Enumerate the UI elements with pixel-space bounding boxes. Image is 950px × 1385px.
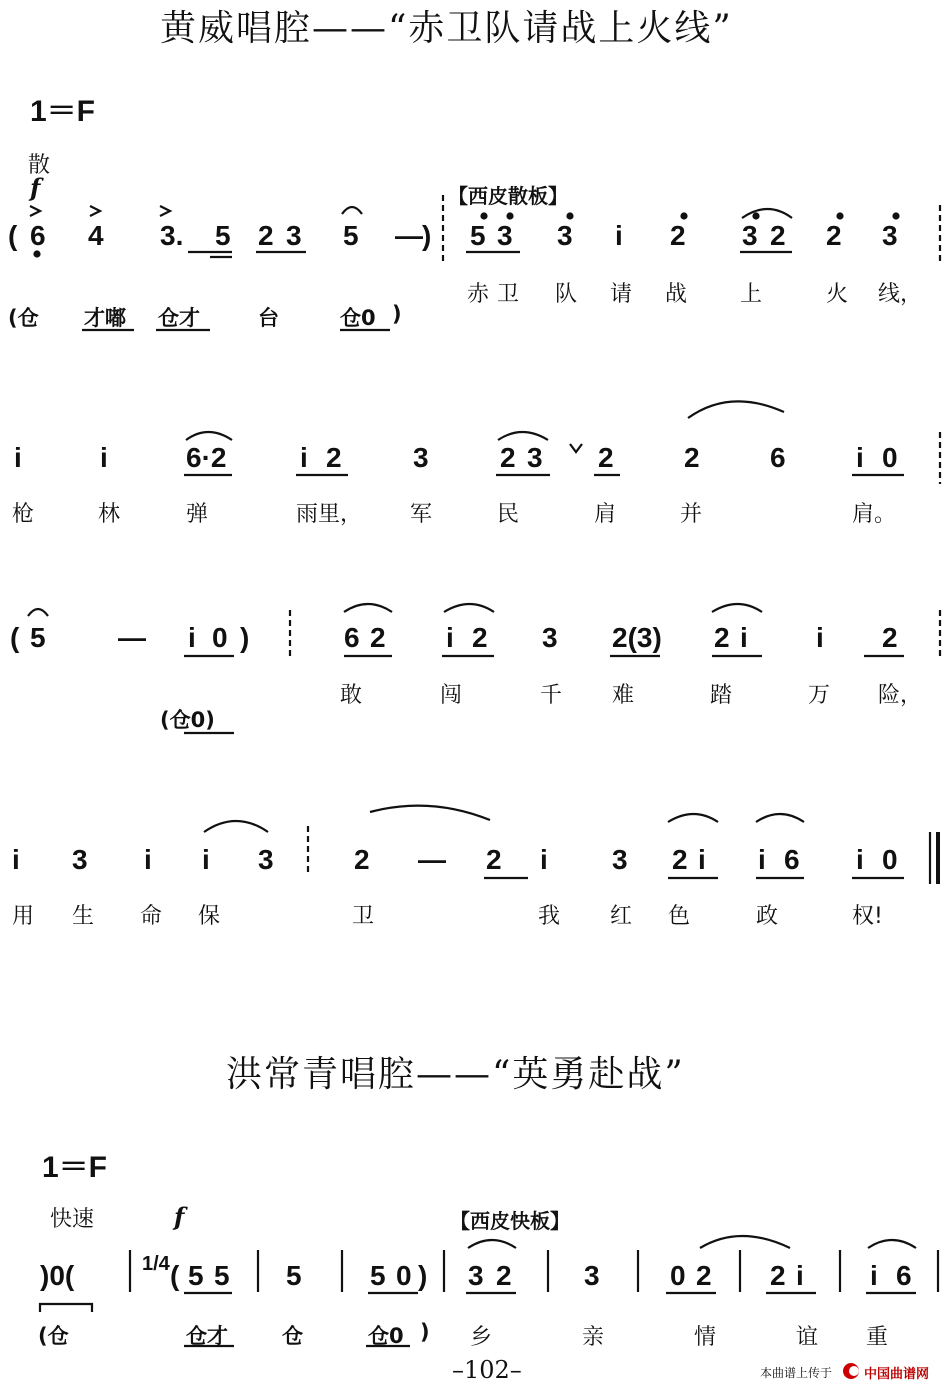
- lyric: 重: [866, 1325, 889, 1350]
- note: i: [740, 622, 748, 653]
- note: 2: [770, 1260, 786, 1291]
- note: 2: [500, 442, 516, 473]
- note: i: [758, 844, 766, 875]
- note: 2: [486, 844, 502, 875]
- note: 5: [286, 1260, 302, 1291]
- percussion-syllable: 仓0: [368, 1324, 404, 1348]
- note: i: [540, 844, 548, 875]
- lyric: 枪: [12, 502, 35, 527]
- note: 3: [542, 622, 558, 653]
- note: i: [14, 442, 22, 473]
- piece1-dynamic: f: [30, 173, 41, 202]
- percussion-syllable: 仓才: [186, 1324, 228, 1348]
- octave-dot: [568, 214, 573, 219]
- note: 3: [557, 220, 573, 251]
- accent: [160, 206, 170, 216]
- lyric: 难: [612, 683, 635, 708]
- note: 0: [882, 442, 898, 473]
- lyric: 火: [826, 282, 849, 307]
- breath-mark: [570, 444, 582, 452]
- site-name: 中国曲谱网: [864, 1367, 930, 1382]
- percussion-syllable: 才嘟: [84, 306, 126, 330]
- note: (: [170, 1260, 180, 1291]
- lyric: 民: [497, 502, 520, 527]
- lyric: 肩: [594, 502, 617, 527]
- note: i: [446, 622, 454, 653]
- octave-dot: [894, 214, 899, 219]
- note: 2: [670, 220, 686, 251]
- piece2-banshi: 【西皮快板】: [450, 1209, 570, 1233]
- note: 6·2: [186, 442, 227, 473]
- octave-dot: [508, 214, 513, 219]
- note: 6: [30, 220, 46, 251]
- note: i: [12, 844, 20, 875]
- slur: [444, 604, 494, 612]
- lyric: 万: [808, 683, 831, 708]
- note: 2: [354, 844, 370, 875]
- lyric: 上: [740, 282, 763, 307]
- slur: [498, 432, 548, 440]
- note: 2: [672, 844, 688, 875]
- percussion-bracket: [40, 1304, 92, 1312]
- lyric: 闯: [440, 683, 463, 708]
- note: (: [8, 220, 18, 251]
- note: 2: [696, 1260, 712, 1291]
- note: 2: [882, 622, 898, 653]
- percussion-syllable: ): [392, 302, 402, 326]
- note: 3: [468, 1260, 484, 1291]
- percussion-syllable: 仓0: [340, 306, 376, 330]
- piece1-key-signature: 1＝F: [30, 95, 96, 128]
- note: i: [856, 844, 864, 875]
- note: 5: [370, 1260, 386, 1291]
- note: ): [240, 622, 250, 653]
- note: 6: [784, 844, 800, 875]
- slur: [756, 814, 804, 822]
- note: 2: [326, 442, 342, 473]
- note: i: [816, 622, 824, 653]
- percussion-syllable: (仓: [38, 1324, 69, 1348]
- note: 5: [470, 220, 486, 251]
- lyric: 色: [668, 904, 691, 929]
- lyric: 命: [140, 904, 163, 929]
- note: i: [856, 442, 864, 473]
- note: i: [698, 844, 706, 875]
- note: 5: [30, 622, 46, 653]
- lyric: 险，: [878, 683, 923, 708]
- slur: [712, 604, 762, 612]
- note: 3: [413, 442, 429, 473]
- note: 3: [286, 220, 302, 251]
- note: 3: [527, 442, 543, 473]
- percussion-syllable: 仓才: [158, 306, 200, 330]
- note: 4: [88, 220, 104, 251]
- note: 0: [882, 844, 898, 875]
- piece2-title: 洪常青唱腔——“英勇赴战”: [226, 1054, 685, 1095]
- note: 2: [598, 442, 614, 473]
- note: ): [422, 220, 432, 251]
- lyric: 请: [610, 282, 633, 307]
- piece2-tempo: 快速: [50, 1207, 95, 1232]
- lyric: 军: [410, 502, 433, 527]
- slur: [204, 821, 268, 832]
- note: i: [202, 844, 210, 875]
- note: i: [615, 220, 623, 251]
- note: 2: [826, 220, 842, 251]
- lyric: 红: [610, 904, 633, 929]
- percussion-syllable: (仓: [8, 306, 39, 330]
- lyric: 权!: [852, 904, 883, 929]
- lyric: 队: [555, 282, 578, 307]
- octave-dot: [482, 214, 487, 219]
- slur: [186, 432, 232, 440]
- note: (: [10, 622, 20, 653]
- accent: [30, 206, 40, 216]
- page-number: –102–: [452, 1356, 522, 1384]
- note: 6: [344, 622, 360, 653]
- note: 2: [370, 622, 386, 653]
- piece2-dynamic: f: [174, 1202, 185, 1231]
- note: 2(3): [612, 622, 662, 653]
- note: i: [144, 844, 152, 875]
- accent: [90, 206, 100, 216]
- fermata: [28, 609, 48, 616]
- note: 3: [72, 844, 88, 875]
- lyric: 林: [98, 502, 121, 527]
- lyric: 政: [756, 904, 779, 929]
- lyric: 肩。: [852, 502, 897, 527]
- note: 5: [343, 220, 359, 251]
- lyric: 用: [12, 904, 35, 929]
- note: 3: [497, 220, 513, 251]
- note: i: [870, 1260, 878, 1291]
- piece1-banshi: 【西皮散板】: [448, 184, 568, 208]
- note: 2: [684, 442, 700, 473]
- octave-dot: [754, 214, 759, 219]
- note: 2: [258, 220, 274, 251]
- lyric: 赤: [467, 282, 490, 307]
- piece1-title: 黄威唱腔——“赤卫队请战上火线”: [160, 8, 733, 49]
- lyric: 卫: [497, 282, 520, 307]
- note: 3: [612, 844, 628, 875]
- lyric: 我: [538, 904, 561, 929]
- note: 3: [584, 1260, 600, 1291]
- piece1-tempo: 散: [28, 153, 51, 178]
- octave-dot: [838, 214, 843, 219]
- slur: [468, 1240, 516, 1248]
- lyric: 敢: [340, 683, 363, 708]
- upload-credit: 本曲谱上传于: [760, 1366, 833, 1380]
- octave-dot: [682, 214, 687, 219]
- lyric: 并: [680, 502, 703, 527]
- octave-dot: [35, 252, 40, 257]
- slur: [688, 401, 784, 418]
- note: 3: [742, 220, 758, 251]
- note: 5: [215, 220, 231, 251]
- lyric: 生: [72, 904, 95, 929]
- piece2-key-signature: 1＝F: [42, 1151, 108, 1184]
- lyric: 千: [540, 683, 563, 708]
- lyric: 乡: [470, 1325, 493, 1350]
- lyric: 雨里，: [296, 502, 363, 527]
- time-signature: 1/4: [142, 1253, 170, 1275]
- note: —: [118, 622, 146, 653]
- note: i: [188, 622, 196, 653]
- percussion-syllable: (仓0): [160, 708, 215, 732]
- percussion-syllable: ): [420, 1320, 430, 1344]
- note: i: [300, 442, 308, 473]
- note: 0: [212, 622, 228, 653]
- lyric: 弹: [186, 502, 209, 527]
- slur: [668, 814, 718, 822]
- note: 5: [214, 1260, 230, 1291]
- lyric: 卫: [352, 904, 375, 929]
- percussion-syllable: 台: [258, 306, 279, 330]
- note: 2: [472, 622, 488, 653]
- slur: [344, 604, 392, 612]
- lyric: 保: [198, 904, 221, 929]
- note: 2: [714, 622, 730, 653]
- slur: [742, 209, 792, 218]
- note: 3: [882, 220, 898, 251]
- note: 2: [770, 220, 786, 251]
- lyric: 战: [665, 282, 688, 307]
- lyric: 情: [694, 1325, 717, 1350]
- slur: [700, 1236, 790, 1248]
- note: 6: [896, 1260, 912, 1291]
- note: —: [418, 844, 446, 875]
- slur: [370, 806, 490, 820]
- note: 0: [396, 1260, 412, 1291]
- note: —: [395, 220, 423, 251]
- lyric: 亲: [582, 1325, 605, 1350]
- note: i: [796, 1260, 804, 1291]
- note: 3: [258, 844, 274, 875]
- note: ): [418, 1260, 428, 1291]
- note: 5: [188, 1260, 204, 1291]
- note: 3.: [160, 220, 184, 251]
- note: i: [100, 442, 108, 473]
- note: 2: [496, 1260, 512, 1291]
- note: )0(: [40, 1260, 75, 1291]
- lyric: 线，: [878, 282, 923, 307]
- lyric: 谊: [796, 1325, 819, 1350]
- note: 0: [670, 1260, 686, 1291]
- slur: [868, 1240, 916, 1248]
- percussion-syllable: 仓: [282, 1324, 303, 1348]
- note: 6: [770, 442, 786, 473]
- fermata: [342, 207, 362, 214]
- lyric: 踏: [710, 683, 733, 708]
